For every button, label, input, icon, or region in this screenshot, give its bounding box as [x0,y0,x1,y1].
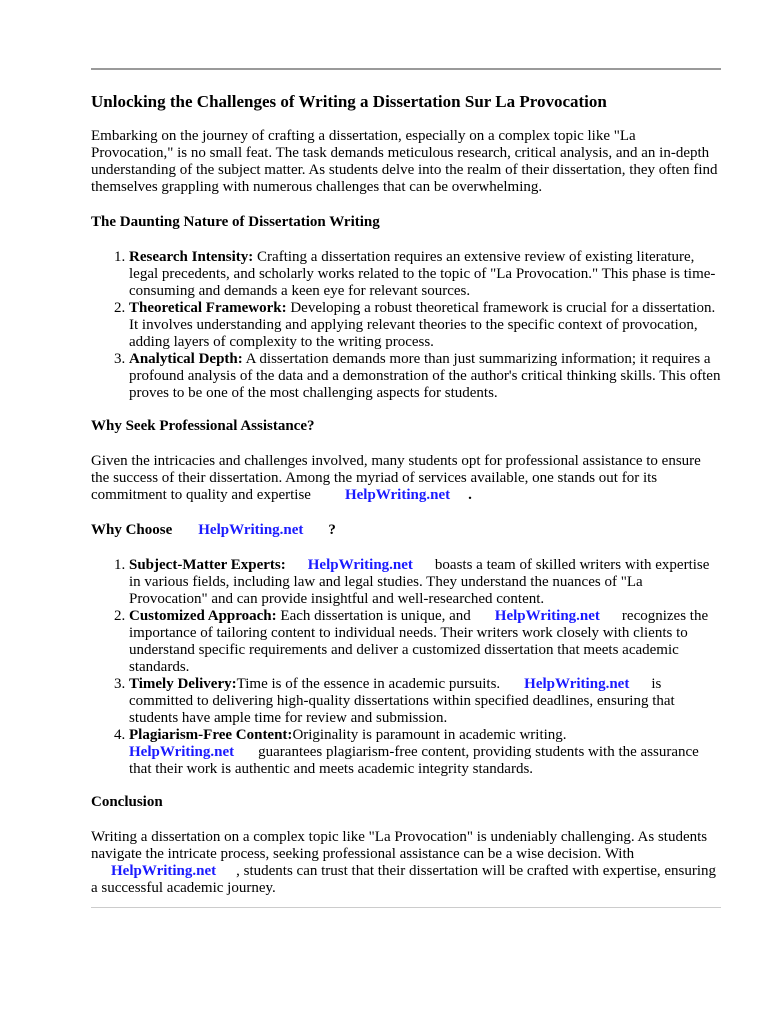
item-text: guarantees plagiarism-free content, providing students with the assurance that their work is authentic and meets academic integrity standards. [129,744,699,777]
helpwriting-link[interactable]: HelpWriting.net [198,522,304,538]
item-text: A dissertation demands more than just summarizing information; it requires a profound analysis of the data and a demonstration of the author's critical thinking skills. This often proves to be one of the most challenging aspects for students. [129,351,721,401]
list-item [129,249,721,300]
list-item [129,608,721,676]
document-title: Unlocking the Challenges of Writing a Dissertation Sur La Provocation [91,92,607,111]
section-heading-why-choose: Why Choose HelpWriting.net ? [91,522,336,538]
item-term: Analytical Depth: [129,351,243,367]
section-heading-assistance: Why Seek Professional Assistance? [91,418,315,434]
item-term: Theoretical Framework: [129,300,287,316]
item-text: Each dissertation is unique, and [280,608,471,624]
helpwriting-link[interactable]: HelpWriting.net [524,676,630,692]
helpwriting-link[interactable]: HelpWriting.net [344,487,451,503]
section-heading-conclusion: Conclusion [91,794,163,810]
item-term: Timely Delivery: [129,676,237,692]
list-item [129,727,721,778]
bottom-divider [91,907,721,908]
list-item [129,676,721,727]
challenges-list [91,249,721,402]
section-heading-daunting: The Daunting Nature of Dissertation Writing [91,214,380,230]
document-content [91,91,721,914]
item-text: boasts a team of skilled writers with expertise in various fields, including law and legal studies. They understand the nuances of "La Provocation" and can provide insightful and well-researched content. [129,557,710,607]
conclusion-paragraph: Writing a dissertation on a complex topic like "La Provocation" is undeniably challenging. As students navigate the intricate process, seeking professional assistance can be a wise decision. With HelpWriting.net , students can trust that their dissertation will be crafted with expertise, ensuring a successful academic journey. [91,829,717,896]
helpwriting-link[interactable]: HelpWriting.net [129,744,235,760]
assistance-paragraph: Given the intricacies and challenges involved, many students opt for professional assistance to ensure the success of their dissertation. Among the myriad of services available, one stands out for its commitment to quality and expertise HelpWriting.net . [91,453,701,503]
item-term: Research Intensity: [129,249,254,265]
item-term: Customized Approach: [129,608,277,624]
helpwriting-link[interactable]: HelpWriting.net [111,863,217,879]
helpwriting-link[interactable]: HelpWriting.net [307,557,413,573]
intro-paragraph: Embarking on the journey of crafting a dissertation, especially on a complex topic like "La Provocation," is no small feat. The task demands meticulous research, critical analysis, and an in-depth understanding of the subject matter. As students delve into the realm of their dissertation, they often find themselves grappling with numerous challenges that can be overwhelming. [91,128,718,195]
benefits-list [91,557,721,778]
list-item [129,351,721,402]
top-divider [91,68,721,70]
item-text: Originality is paramount in academic writing. [292,727,567,743]
item-text: Time is of the essence in academic pursuits. [236,676,501,692]
item-text: Developing a robust theoretical framework is crucial for a dissertation. It involves understanding and applying relevant theories to the specific context of provocation, adding layers of complexity to the writing process. [129,300,716,350]
list-item [129,557,721,608]
list-item [129,300,721,351]
item-text: is committed to delivering high-quality dissertations within specified deadlines, ensuring that students have ample time for review and submission. [129,676,675,726]
item-term: Subject-Matter Experts: [129,557,286,573]
helpwriting-link[interactable]: HelpWriting.net [494,608,600,624]
item-term: Plagiarism-Free Content: [129,727,293,743]
item-text: Crafting a dissertation requires an extensive review of existing literature, legal precedents, and scholarly works related to the topic of "La Provocation." This phase is time-consuming and demands a keen eye for relevant sources. [129,249,716,299]
item-text: recognizes the importance of tailoring content to individual needs. Their writers work closely with clients to understand specific requirements and deliver a customized dissertation that meets academic standards. [129,608,709,675]
